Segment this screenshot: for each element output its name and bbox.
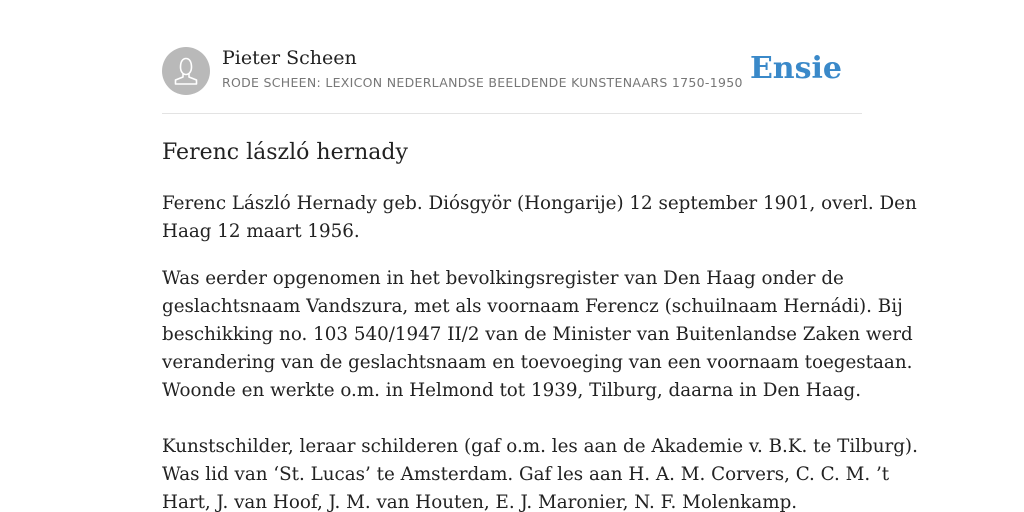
text-line: Woonde en werkte o.m. in Helmond tot 1939, Tilburg, daarna in Den Haag. bbox=[162, 380, 862, 401]
ensie-logo[interactable]: Ensie bbox=[749, 51, 842, 86]
text-line: Was lid van ‘St. Lucas’ te Amsterdam. Gaf les aan H. A. M. Corvers, C. C. M. ’t bbox=[162, 464, 890, 485]
text-line: Haag 12 maart 1956. bbox=[162, 221, 360, 242]
text-line: beschikking no. 103 540/1947 II/2 van de Minister van Buitenlandse Zaken werd bbox=[162, 324, 913, 345]
text-line: Ferenc László Hernady geb. Diósgyör (Hongarije) 12 september 1901, overl. Den bbox=[162, 193, 917, 214]
text-line: Was eerder opgenomen in het bevolkingsregister van Den Haag onder de bbox=[162, 268, 844, 289]
author-name-link[interactable]: Pieter Scheen bbox=[222, 47, 357, 69]
article-body bbox=[162, 190, 918, 512]
article-page bbox=[162, 0, 918, 512]
text-line: verandering van de geslachtsnaam en toevoeging van een voornaam toegestaan. bbox=[162, 352, 913, 373]
paragraph-spacer bbox=[162, 405, 862, 433]
paragraph-career bbox=[162, 433, 918, 512]
text-line: geslachtsnaam Vandszura, met als voornaam Ferencz (schuilnaam Hernádi). Bij bbox=[162, 296, 903, 317]
text-line: Hart, J. van Hoof, J. M. van Houten, E. J. Maronier, N. F. Molenkamp. bbox=[162, 492, 798, 512]
article-title: Ferenc lászló hernady bbox=[162, 140, 408, 165]
user-icon bbox=[162, 47, 210, 95]
header-divider bbox=[162, 113, 862, 114]
source-link[interactable]: RODE SCHEEN: LEXICON NEDERLANDSE BEELDENDE KUNSTENAARS 1750-1950 bbox=[222, 75, 743, 90]
text-line: Kunstschilder, leraar schilderen (gaf o.m. les aan de Akademie v. B.K. te Tilburg). bbox=[162, 436, 918, 457]
author-avatar[interactable] bbox=[162, 47, 210, 95]
article-header bbox=[162, 46, 862, 96]
paragraph-birth bbox=[162, 190, 917, 246]
paragraph-biography bbox=[162, 265, 913, 405]
